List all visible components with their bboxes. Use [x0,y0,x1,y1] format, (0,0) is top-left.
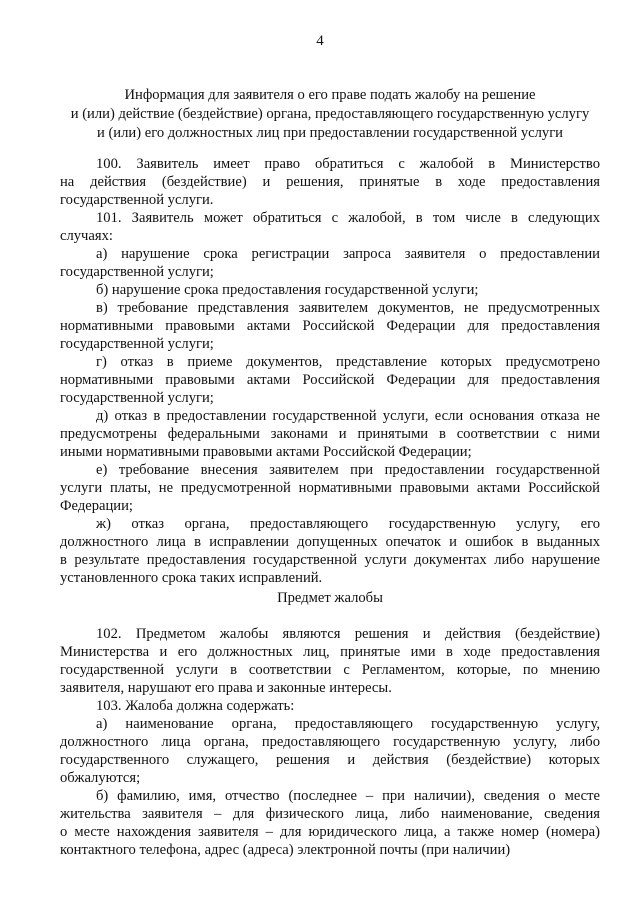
text-line: иными нормативными правовыми актами Российской Федерации; [60,444,472,460]
text-line: государственного служащего, решения и действия (бездействие) которых [60,752,600,768]
text-line: государственной услуги в соответствии с Регламентом, которые, по мнению [60,662,600,678]
paragraph-103 [60,697,600,715]
item-103-b [60,787,600,859]
text-line: а) нарушение срока регистрации запроса заявителя о предоставлении [96,246,600,262]
text-line: нормативными правовыми актами Российской Федерации для предоставления [60,372,600,388]
text-line: должностного лица в исправлении допущенных опечаток и ошибок в выданных [60,534,600,550]
info-title-line: и (или) его должностных лиц при предоставлении государственной услуги [96,125,563,141]
text-line: ж) отказ органа, предоставляющего государственную услугу, его [96,516,600,532]
text-line: 102. Предметом жалобы являются решения и действия (бездействие) [96,626,600,642]
text-line: контактного телефона, адрес (адреса) электронной почты (при наличии) [60,842,511,858]
text-line: Федерации; [60,498,133,514]
text-line: услуги платы, не предусмотренной нормативными правовыми актами Российской [60,480,600,496]
info-section-title [60,86,600,143]
item-101-g [60,353,600,407]
text-line: государственной услуги; [60,336,214,352]
text-line: д) отказ в предоставлении государственной услуги, если основания отказа не [96,408,600,424]
text-line: жительства заявителя – для физического лица, либо наименование, сведения [60,806,600,822]
text-line: нормативными правовыми актами Российской Федерации для предоставления [60,318,600,334]
info-title-line: Информация для заявителя о его праве подать жалобу на решение [124,87,536,103]
complaint-rights-text [60,155,600,587]
item-101-d [60,407,600,461]
item-101-b [60,281,600,299]
text-line: государственной услуги. [60,192,214,208]
subject-section-title: Предмет жалобы [277,590,383,606]
text-line: предусмотрены федеральными законами и принятыми в соответствии с ними [60,426,600,442]
text-line: обжалуются; [60,770,141,786]
item-101-zh [60,515,600,587]
text-line: г) отказ в приеме документов, представление которых предусмотрено [96,354,600,370]
text-line: государственной услуги; [60,390,214,406]
page-number: 4 [316,33,324,49]
text-line: б) фамилию, имя, отчество (последнее – при наличии), сведения о месте [96,788,600,804]
text-line: е) требование внесения заявителем при предоставлении государственной [96,462,600,478]
text-line: о месте нахождения заявителя – для юридического лица, а также номер (номера) [60,824,600,840]
text-line: б) нарушение срока предоставления государственной услуги; [96,282,479,298]
paragraph-101 [60,209,600,245]
item-101-a [60,245,600,281]
text-line: в результате предоставления государственной услуги документах либо нарушение [60,552,600,568]
text-line: государственной услуги; [60,264,214,280]
item-101-v [60,299,600,353]
item-101-e [60,461,600,515]
text-line: 101. Заявитель может обратиться с жалобой, в том числе в следующих [96,210,600,226]
text-line: 103. Жалоба должна содержать: [96,698,295,714]
text-line: а) наименование органа, предоставляющего государственную услугу, [96,716,600,732]
text-line: случаях: [60,228,113,244]
text-line: Министерства и его должностных лиц, принятые ими в ходе предоставления [60,644,600,660]
paragraph-102 [60,625,600,697]
text-line: на действия (бездействие) и решения, принятые в ходе предоставления [60,174,600,190]
text-line: заявителя, нарушают его права и законные интересы. [60,680,392,696]
text-line: установленного срока таких исправлений. [60,570,323,586]
text-line: 100. Заявитель имеет право обратиться с жалобой в Министерство [96,156,600,172]
text-line: должностного лица органа, предоставляющего государственную услугу, либо [60,734,600,750]
item-103-a [60,715,600,787]
text-line: в) требование представления заявителем документов, не предусмотренных [96,300,600,316]
info-title-line: и (или) действие (бездействие) органа, предоставляющего государственную услугу [70,106,590,122]
complaint-subject-text [60,625,600,859]
paragraph-100 [60,155,600,209]
